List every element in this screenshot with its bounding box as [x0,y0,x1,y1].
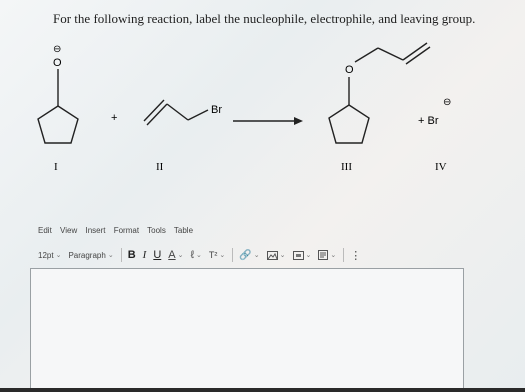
chevron-down-icon: ⌄ [55,252,62,259]
reactant-I-charge-icon: ⊖ [53,44,62,55]
italic-button[interactable]: I [142,249,147,261]
menu-format[interactable]: Format [113,226,140,235]
label-III: III [341,161,352,173]
menu-table[interactable]: Table [173,226,194,235]
font-size-select[interactable] [38,251,61,260]
paragraph-select[interactable] [68,251,113,260]
toolbar-divider [121,248,122,262]
chevron-down-icon: ⌄ [330,252,337,259]
question-prompt: For the following reaction, label the nucleophile, electrophile, and leaving group. [53,11,476,26]
more-options-icon[interactable]: ⋮ [350,249,362,262]
document-button[interactable] [318,250,336,260]
reactant-II-bromine: Br [211,104,222,116]
answer-textarea[interactable] [30,268,464,390]
embed-button[interactable] [293,251,312,260]
menu-insert[interactable]: Insert [85,226,106,235]
link-button[interactable] [239,250,259,261]
product-III-oxygen: O [345,64,354,76]
menu-tools[interactable]: Tools [147,226,166,235]
chevron-down-icon: ⌄ [177,252,184,259]
product-IV-charge-icon: ⊖ [443,97,452,108]
image-icon [267,251,278,260]
underline-button[interactable]: U [153,249,162,261]
paragraph-value: Paragraph [68,250,106,260]
toolbar-divider [343,248,344,262]
reactant-I [38,69,78,143]
chevron-down-icon: ⌄ [305,252,312,259]
reaction-arrow [233,117,303,125]
highlight-button[interactable] [190,249,201,261]
reactant-I-oxygen: O [53,57,62,69]
bold-button[interactable]: B [127,249,136,261]
highlight-icon: ℓ [190,249,195,261]
chevron-down-icon: ⌄ [219,252,226,259]
editor-menubar [38,226,199,235]
superscript-button[interactable] [209,250,225,260]
document-icon [318,250,328,260]
reactant-II [144,100,208,125]
image-button[interactable] [267,251,286,260]
label-IV: IV [435,161,447,173]
chevron-down-icon: ⌄ [107,252,114,259]
chevron-down-icon: ⌄ [196,252,202,259]
bottom-edge-bar [0,388,525,392]
embed-icon [293,251,304,260]
plus-sign: + [111,112,118,124]
toolbar-divider [232,248,233,262]
text-color-button[interactable] [168,249,183,261]
font-size-value: 12pt [38,250,54,260]
link-icon: 🔗 [239,249,252,261]
menu-view[interactable]: View [60,226,78,235]
reaction-diagram [0,28,525,188]
label-II: II [156,161,164,173]
product-IV-bromide: + Br [418,115,439,127]
label-I: I [54,161,58,173]
editor-toolbar [38,247,368,263]
superscript-icon: T² [208,250,218,260]
rich-text-editor [0,222,525,392]
text-color-icon: A [168,249,176,261]
chevron-down-icon: ⌄ [279,252,286,259]
menu-edit[interactable]: Edit [38,226,52,235]
product-III [329,43,430,143]
chevron-down-icon: ⌄ [253,252,260,259]
